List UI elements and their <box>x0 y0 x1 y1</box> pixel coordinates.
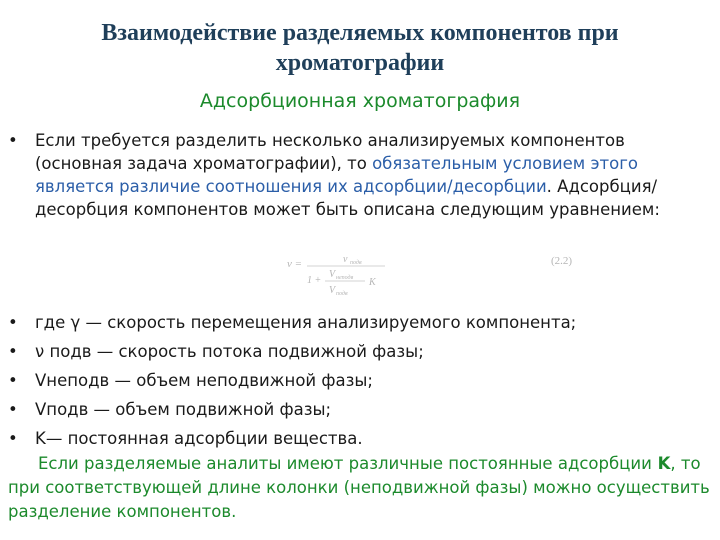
equation-k: K <box>369 277 376 288</box>
bullet-marker: • <box>8 371 18 390</box>
list-item-text: где γ — скорость перемещения анализируемого компонента; <box>35 313 577 332</box>
intro-text-part1: Если требуется разделить несколько анализируемых компонентов (основная задача хроматографии), то <box>35 131 625 173</box>
definition-list <box>8 308 716 453</box>
equation-image <box>285 253 415 299</box>
list-item-text: Vподв — объем подвижной фазы; <box>35 400 332 419</box>
equation-inner-numerator: V <box>329 269 336 280</box>
list-item <box>8 424 716 453</box>
equation-one-plus: 1 + <box>307 275 322 286</box>
list-item <box>8 395 716 424</box>
list-item <box>8 337 716 366</box>
equation-numerator: ν <box>343 254 348 265</box>
list-item <box>8 366 716 395</box>
bullet-marker: • <box>8 131 18 150</box>
equation-inner-numerator-sub: неподв <box>336 275 354 281</box>
intro-text <box>35 129 716 221</box>
equation-inner-denominator: V <box>329 285 336 296</box>
conclusion-paragraph <box>8 452 716 524</box>
equation-inner-denominator-sub: подв <box>336 291 348 297</box>
intro-paragraph <box>8 129 716 221</box>
slide-subtitle: Адсорбционная хроматография <box>199 90 521 112</box>
list-item-text: Vнеподв — объем неподвижной фазы; <box>35 371 373 390</box>
intro-text-highlight: обязательным условием этого является различие соотношения их адсорбции/десорбции <box>35 154 639 196</box>
bullet-marker: • <box>8 429 18 448</box>
conclusion-text-part2: , то при соответствующей длине колонки (неподвижной фазы) можно осуществить разделение компонентов. <box>8 454 710 521</box>
list-item <box>8 308 716 337</box>
bullet-marker: • <box>8 313 18 332</box>
list-item-text: ν подв — скорость потока подвижной фазы; <box>35 342 424 361</box>
conclusion-text-part1: Если разделяемые аналиты имеют различные постоянные адсорбции <box>38 454 652 473</box>
bullet-marker: • <box>8 342 18 361</box>
equation-numerator-sub: подв <box>350 260 362 266</box>
equation-number: (2.2) <box>551 255 573 267</box>
equation-lhs: ν = <box>287 258 303 270</box>
slide-title: Взаимодействие разделяемых компонентов при хроматографии <box>101 20 619 76</box>
intro-text-part3: . Адсорбция/десорбция компонентов может быть описана следующим уравнением: <box>35 177 660 219</box>
bullet-marker: • <box>8 400 18 419</box>
list-item-text: K— постоянная адсорбции вещества. <box>35 429 363 448</box>
conclusion-text-k: K <box>651 454 671 473</box>
